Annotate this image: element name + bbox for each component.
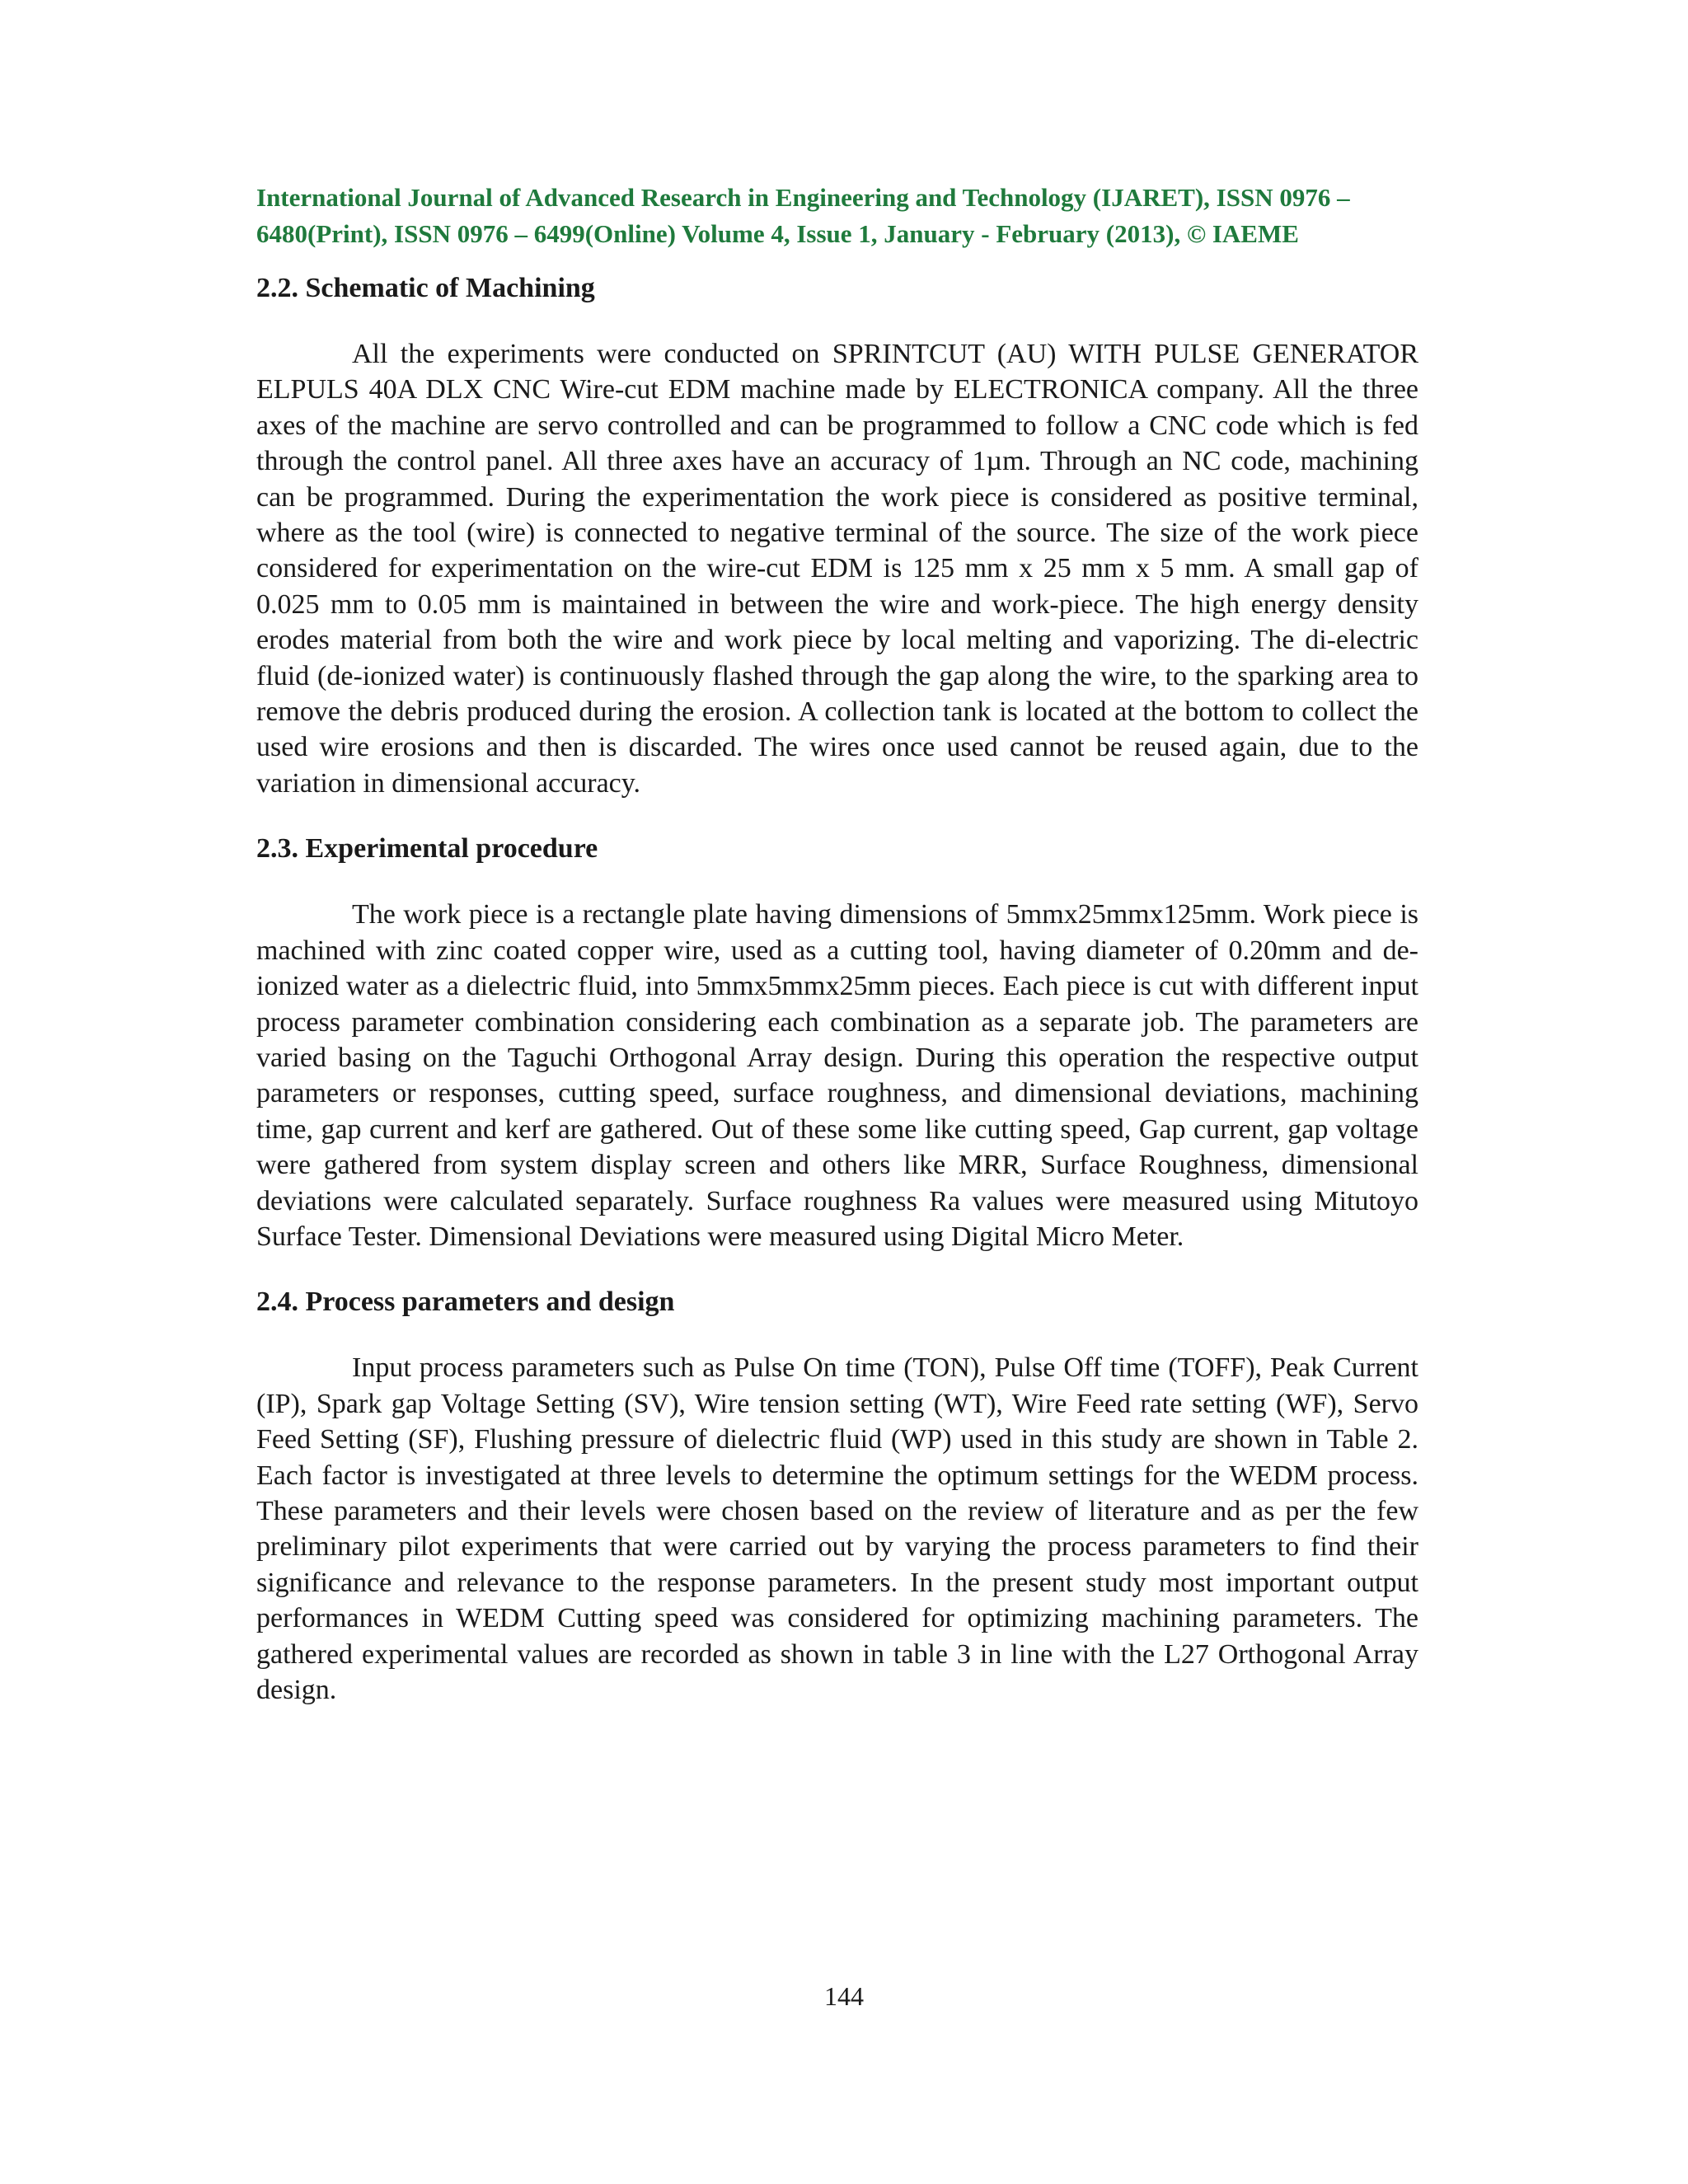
paragraph-parameters: Input process parameters such as Pulse On time (TON), Pulse Off time (TOFF), Peak Current (IP), Spark gap Voltage Setting (SV), Wire tension setting (WT), Wire Feed rate setting (WF), Servo Feed Setting (SF), Flushing pressure of dielectric fluid (WP) used in this study are shown in Table 2. Each factor is investigated at three levels to determine the optimum settings for the WEDM process. These parameters and their levels were chosen based on the review of literature and as per the few preliminary pilot experiments that were carried out by varying the process parameters to find their significance and relevance to the response parameters. In the present study most important output performances in WEDM Cutting speed was considered for optimizing machining parameters. The gathered experimental values are recorded as shown in table 3 in line with the L27 Orthogonal Array design. [256, 1352, 1418, 1705]
page-number: 144 [824, 1981, 864, 2011]
journal-header: International Journal of Advanced Research in Engineering and Technology (IJARET), ISSN 0976 – 6480(Print), ISSN 0976 – 6499(Online) Volume 4, Issue 1, January - February (2013), © IAEME [256, 183, 1350, 248]
paragraph-schematic: All the experiments were conducted on SPRINTCUT (AU) WITH PULSE GENERATOR ELPULS 40A DLX CNC Wire-cut EDM machine made by ELECTRONICA company. All the three axes of the machine are servo controlled and can be programmed to follow a CNC code which is fed through the control panel. All three axes have an accuracy of 1µm. Through an NC code, machining can be programmed. During the experimentation the work piece is considered as positive terminal, where as the tool (wire) is connected to negative terminal of the source. The size of the work piece considered for experimentation on the wire-cut EDM is 125 mm x 25 mm x 5 mm. A small gap of 0.025 mm to 0.05 mm is maintained in between the wire and work-piece. The high energy density erodes material from both the wire and work piece by local melting and vaporizing. The di-electric fluid (de-ionized water) is continuously flashed through the gap along the wire, to the sparking area to remove the debris produced during the erosion. A collection tank is located at the bottom to collect the used wire erosions and then is discarded. The wires once used cannot be reused again, due to the variation in dimensional accuracy. [256, 339, 1418, 799]
paragraph-procedure: The work piece is a rectangle plate having dimensions of 5mmx25mmx125mm. Work piece is machined with zinc coated copper wire, used as a cutting tool, having diameter of 0.20mm and de-ionized water as a dielectric fluid, into 5mmx5mmx25mm pieces. Each piece is cut with different input process parameter combination considering each combination as a separate job. The parameters are varied basing on the Taguchi Orthogonal Array design. During this operation the respective output parameters or responses, cutting speed, surface roughness, and dimensional deviations, machining time, gap current and kerf are gathered. Out of these some like cutting speed, Gap current, gap voltage were gathered from system display screen and others like MRR, Surface Roughness, dimensional deviations were calculated separately. Surface roughness Ra values were measured using Mitutoyo Surface Tester. Dimensional Deviations were measured using Digital Micro Meter. [256, 899, 1418, 1252]
section-heading-schematic: 2.2. Schematic of Machining [256, 273, 595, 303]
section-heading-parameters: 2.4. Process parameters and design [256, 1286, 675, 1318]
section-heading-procedure: 2.3. Experimental procedure [256, 833, 598, 865]
page-body [256, 180, 1418, 1708]
